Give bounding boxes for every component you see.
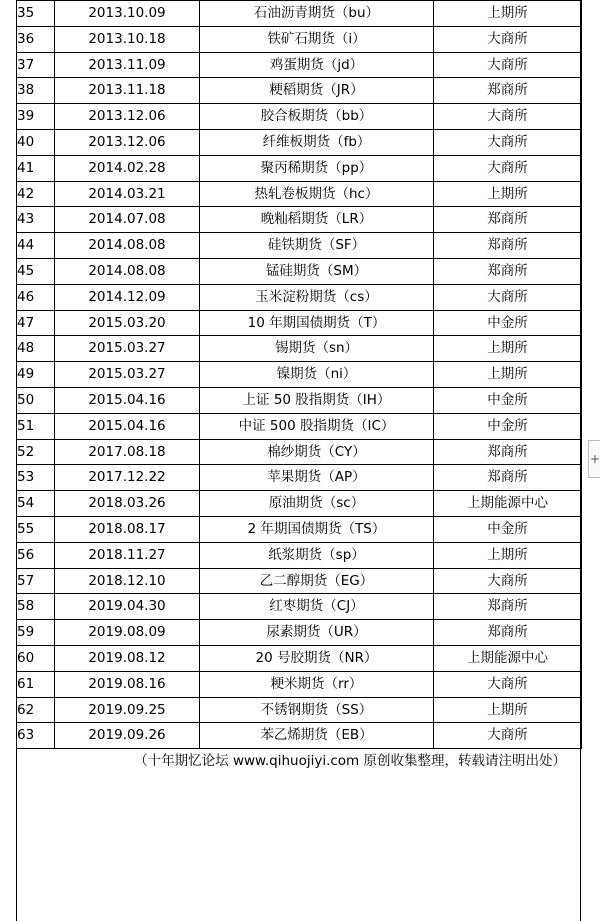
row-number-cell: 49 (17, 362, 55, 388)
listing-date-cell: 2014.02.28 (55, 155, 200, 181)
exchange-cell: 大商所 (434, 671, 582, 697)
exchange-cell: 郑商所 (434, 258, 582, 284)
row-number-cell: 47 (17, 310, 55, 336)
exchange-cell: 郑商所 (434, 78, 582, 104)
row-number-cell: 43 (17, 207, 55, 233)
table-row (17, 104, 582, 130)
contract-name-cell: 鸡蛋期货（jd） (200, 52, 434, 78)
row-number-cell: 38 (17, 78, 55, 104)
listing-date-cell: 2017.08.18 (55, 439, 200, 465)
table-row (17, 52, 582, 78)
exchange-cell: 大商所 (434, 52, 582, 78)
row-number-cell: 42 (17, 181, 55, 207)
table-row (17, 78, 582, 104)
contract-name-cell: 原油期货（sc） (200, 491, 434, 517)
exchange-cell: 郑商所 (434, 207, 582, 233)
table-row (17, 465, 582, 491)
contract-name-cell: 上证 50 股指期货（IH） (200, 387, 434, 413)
exchange-cell: 大商所 (434, 155, 582, 181)
contract-name-cell: 锡期货（sn） (200, 336, 434, 362)
exchange-cell: 大商所 (434, 568, 582, 594)
listing-date-cell: 2013.11.18 (55, 78, 200, 104)
contract-name-cell: 10 年期国债期货（T） (200, 310, 434, 336)
exchange-cell: 上期所 (434, 181, 582, 207)
contract-name-cell: 不锈钢期货（SS） (200, 697, 434, 723)
table-row (17, 207, 582, 233)
contract-name-cell: 胶合板期货（bb） (200, 104, 434, 130)
contract-name-cell: 铁矿石期货（i） (200, 26, 434, 52)
row-number-cell: 36 (17, 26, 55, 52)
table-row (17, 181, 582, 207)
listing-date-cell: 2019.04.30 (55, 594, 200, 620)
exchange-cell: 上期能源中心 (434, 491, 582, 517)
table-row (17, 594, 582, 620)
table-row (17, 439, 582, 465)
exchange-cell: 上期所 (434, 336, 582, 362)
table-body (17, 1, 582, 749)
contract-name-cell: 20 号胶期货（NR） (200, 645, 434, 671)
table-row (17, 413, 582, 439)
contract-name-cell: 2 年期国债期货（TS） (200, 516, 434, 542)
exchange-cell: 郑商所 (434, 233, 582, 259)
row-number-cell: 56 (17, 542, 55, 568)
table-row (17, 129, 582, 155)
table-row (17, 542, 582, 568)
row-number-cell: 59 (17, 620, 55, 646)
contract-name-cell: 纤维板期货（fb） (200, 129, 434, 155)
listing-date-cell: 2014.03.21 (55, 181, 200, 207)
exchange-cell: 中金所 (434, 516, 582, 542)
row-number-cell: 40 (17, 129, 55, 155)
table-row (17, 645, 582, 671)
listing-date-cell: 2015.03.20 (55, 310, 200, 336)
table-move-handle[interactable] (588, 440, 600, 478)
plus-icon: + (590, 452, 600, 466)
source-note: （十年期忆论坛 www.qihuojiyi.com 原创收集整理，转载请注明出处） (134, 753, 566, 769)
exchange-cell: 大商所 (434, 129, 582, 155)
row-number-cell: 53 (17, 465, 55, 491)
table-row (17, 568, 582, 594)
listing-date-cell: 2019.08.12 (55, 645, 200, 671)
table-row (17, 284, 582, 310)
listing-date-cell: 2018.03.26 (55, 491, 200, 517)
exchange-cell: 中金所 (434, 387, 582, 413)
listing-date-cell: 2015.04.16 (55, 387, 200, 413)
listing-date-cell: 2018.12.10 (55, 568, 200, 594)
row-number-cell: 37 (17, 52, 55, 78)
row-number-cell: 50 (17, 387, 55, 413)
listing-date-cell: 2014.08.08 (55, 258, 200, 284)
listing-date-cell: 2019.08.09 (55, 620, 200, 646)
contract-name-cell: 石油沥青期货（bu） (200, 1, 434, 27)
contract-name-cell: 尿素期货（UR） (200, 620, 434, 646)
contract-name-cell: 苹果期货（AP） (200, 465, 434, 491)
row-number-cell: 39 (17, 104, 55, 130)
contract-name-cell: 玉米淀粉期货（cs） (200, 284, 434, 310)
table-row (17, 671, 582, 697)
table-row (17, 697, 582, 723)
contract-name-cell: 苯乙烯期货（EB） (200, 723, 434, 749)
row-number-cell: 55 (17, 516, 55, 542)
listing-date-cell: 2015.03.27 (55, 336, 200, 362)
listing-date-cell: 2019.09.25 (55, 697, 200, 723)
exchange-cell: 中金所 (434, 413, 582, 439)
listing-date-cell: 2013.12.06 (55, 129, 200, 155)
row-number-cell: 63 (17, 723, 55, 749)
row-number-cell: 51 (17, 413, 55, 439)
row-number-cell: 54 (17, 491, 55, 517)
exchange-cell: 上期能源中心 (434, 645, 582, 671)
table-row (17, 516, 582, 542)
exchange-cell: 郑商所 (434, 620, 582, 646)
row-number-cell: 61 (17, 671, 55, 697)
table-row (17, 310, 582, 336)
table-row (17, 723, 582, 749)
row-number-cell: 57 (17, 568, 55, 594)
contract-name-cell: 晚籼稻期货（LR） (200, 207, 434, 233)
contract-name-cell: 粳米期货（rr） (200, 671, 434, 697)
table-row (17, 233, 582, 259)
exchange-cell: 上期所 (434, 542, 582, 568)
contract-name-cell: 乙二醇期货（EG） (200, 568, 434, 594)
listing-date-cell: 2013.12.06 (55, 104, 200, 130)
row-number-cell: 52 (17, 439, 55, 465)
row-number-cell: 44 (17, 233, 55, 259)
table-row (17, 387, 582, 413)
contract-name-cell: 硅铁期货（SF） (200, 233, 434, 259)
contract-name-cell: 聚丙稀期货（pp） (200, 155, 434, 181)
row-number-cell: 62 (17, 697, 55, 723)
listing-date-cell: 2019.09.26 (55, 723, 200, 749)
table-row (17, 258, 582, 284)
listing-date-cell: 2015.04.16 (55, 413, 200, 439)
contract-name-cell: 镍期货（ni） (200, 362, 434, 388)
table-row (17, 620, 582, 646)
table-row (17, 491, 582, 517)
table-row (17, 26, 582, 52)
contract-name-cell: 中证 500 股指期货（IC） (200, 413, 434, 439)
listing-date-cell: 2015.03.27 (55, 362, 200, 388)
listing-date-cell: 2013.10.09 (55, 1, 200, 27)
row-number-cell: 46 (17, 284, 55, 310)
exchange-cell: 中金所 (434, 310, 582, 336)
table-row (17, 155, 582, 181)
table-row (17, 1, 582, 27)
row-number-cell: 58 (17, 594, 55, 620)
exchange-cell: 上期所 (434, 697, 582, 723)
listing-date-cell: 2013.10.18 (55, 26, 200, 52)
listing-date-cell: 2018.11.27 (55, 542, 200, 568)
listing-date-cell: 2018.08.17 (55, 516, 200, 542)
exchange-cell: 上期所 (434, 1, 582, 27)
contract-name-cell: 锰硅期货（SM） (200, 258, 434, 284)
exchange-cell: 大商所 (434, 723, 582, 749)
futures-listing-table (16, 0, 582, 749)
table-row (17, 336, 582, 362)
listing-date-cell: 2019.08.16 (55, 671, 200, 697)
listing-date-cell: 2014.12.09 (55, 284, 200, 310)
contract-name-cell: 红枣期货（CJ） (200, 594, 434, 620)
table-row (17, 362, 582, 388)
exchange-cell: 大商所 (434, 104, 582, 130)
row-number-cell: 45 (17, 258, 55, 284)
row-number-cell: 35 (17, 1, 55, 27)
contract-name-cell: 纸浆期货（sp） (200, 542, 434, 568)
contract-name-cell: 热轧卷板期货（hc） (200, 181, 434, 207)
contract-name-cell: 粳稻期货（JR） (200, 78, 434, 104)
listing-date-cell: 2017.12.22 (55, 465, 200, 491)
exchange-cell: 郑商所 (434, 439, 582, 465)
row-number-cell: 48 (17, 336, 55, 362)
row-number-cell: 60 (17, 645, 55, 671)
listing-date-cell: 2013.11.09 (55, 52, 200, 78)
exchange-cell: 上期所 (434, 362, 582, 388)
listing-date-cell: 2014.08.08 (55, 233, 200, 259)
exchange-cell: 郑商所 (434, 465, 582, 491)
contract-name-cell: 棉纱期货（CY） (200, 439, 434, 465)
exchange-cell: 郑商所 (434, 594, 582, 620)
listing-date-cell: 2014.07.08 (55, 207, 200, 233)
row-number-cell: 41 (17, 155, 55, 181)
exchange-cell: 大商所 (434, 284, 582, 310)
exchange-cell: 大商所 (434, 26, 582, 52)
